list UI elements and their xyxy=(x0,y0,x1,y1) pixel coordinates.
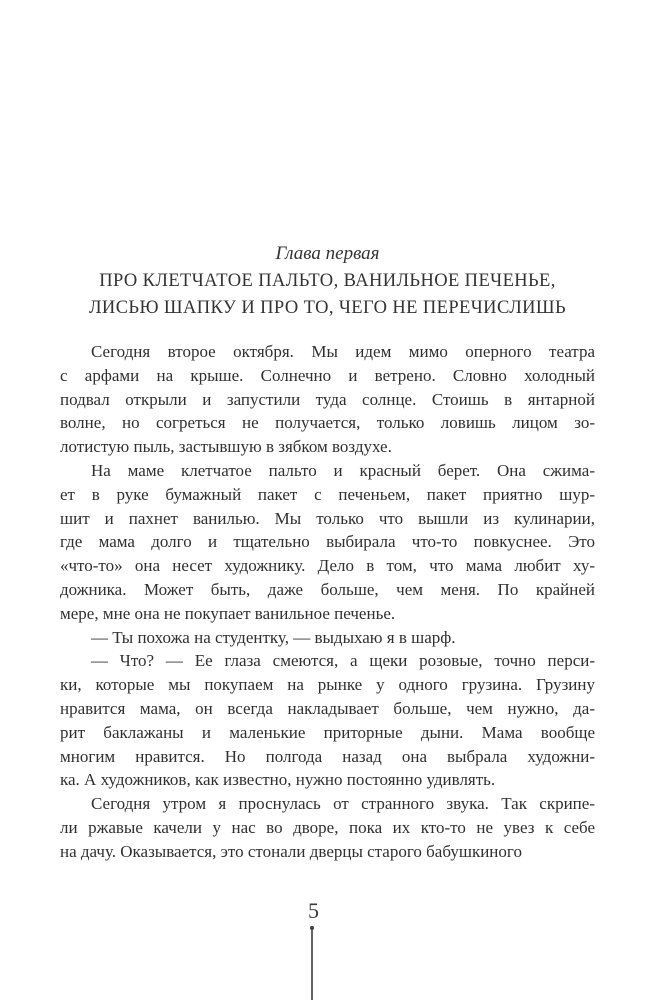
chapter-title xyxy=(30,268,625,321)
text-line: волне, но согреться не получается, только ловишь лицом зо- xyxy=(60,413,595,433)
text-line: Сегодня утром я проснулась от странного звука. Так скрипе- xyxy=(91,794,595,814)
text-line: дожника. Может быть, даже больше, чем меня. По крайней xyxy=(60,579,595,599)
text-line: Сегодня второе октября. Мы идем мимо оперного театра xyxy=(91,342,595,361)
text-line: На маме клетчатое пальто и красный берет. Она сжима- xyxy=(91,460,595,480)
text-line: шит и пахнет ванилью. Мы только что вышли из кулинарии, xyxy=(60,508,595,528)
text-line: ка. А художников, как известно, нужно постоянно удивлять. xyxy=(60,770,496,790)
footer-rule-line xyxy=(311,930,313,1000)
text-line: ет в руке бумажный пакет с печеньем, пакет приятно шур- xyxy=(60,484,595,504)
text-line: — Что? — Ее глаза смеются, а щеки розовые, точно перси- xyxy=(91,651,595,671)
chapter-title-line-2: ЛИСЬЮ ШАПКУ И ПРО ТО, ЧЕГО НЕ ПЕРЕЧИСЛИШЬ xyxy=(88,297,567,318)
text-line: подвал открыли и запустили туда солнце. Стоишь в янтарной xyxy=(60,389,595,409)
text-line: с арфами на крыше. Солнечно и ветрено. Словно холодный xyxy=(60,365,595,385)
text-line: рит баклажаны и маленькие приторные дыни. Мама вообще xyxy=(60,722,595,742)
text-line: — Ты похожа на студентку, — выдыхаю я в шарф. xyxy=(91,627,456,647)
text-line: на дачу. Оказывается, это стонали дверцы старого бабушкиного xyxy=(60,841,522,861)
page-number: 5 xyxy=(308,898,319,923)
body-text xyxy=(60,340,595,864)
text-line: мере, мне она не покупает ванильное печенье. xyxy=(60,603,396,623)
text-line: «что-то» она несет художнику. Дело в том, что мама любит ху- xyxy=(60,556,595,576)
chapter-title-line-1: ПРО КЛЕТЧАТОЕ ПАЛЬТО, ВАНИЛЬНОЕ ПЕЧЕНЬЕ, xyxy=(99,271,556,291)
text-line: где мама долго и тщательно выбирала что-то повкуснее. Это xyxy=(60,532,595,552)
text-line: многим нравится. Но полгода назад она выбрала художни- xyxy=(60,746,595,766)
text-line: ли ржавые качели у нас во дворе, пока их кто-то не увез к себе xyxy=(60,817,595,837)
text-line: лотистую пыль, застывшую в зябком воздухе. xyxy=(60,437,392,457)
chapter-label: Глава первая xyxy=(275,243,380,264)
text-line: нравится мама, он всегда накладывает больше, чем нужно, да- xyxy=(60,698,595,718)
text-line: ки, которые мы покупаем на рынке у одного грузина. Грузину xyxy=(60,675,595,695)
